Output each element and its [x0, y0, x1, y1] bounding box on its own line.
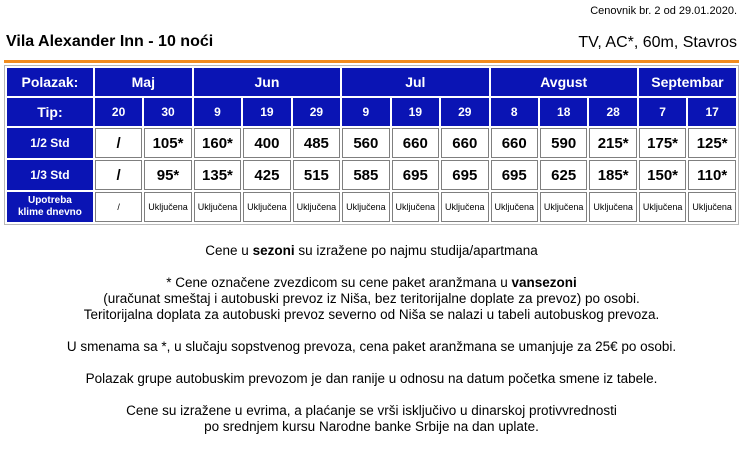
klima-cell: Uključena	[540, 192, 587, 222]
price-cell: 560	[342, 128, 389, 158]
table-row	[7, 128, 736, 158]
price-cell: 135*	[194, 160, 241, 190]
month-header: Jul	[342, 68, 488, 96]
orange-divider	[4, 60, 739, 63]
day-header: 18	[540, 98, 587, 126]
note-own-transport: U smenama sa *, u slučaju sopstvenog prevoza, cena paket aranžmana se umanjuje za 25€ po osobi.	[66, 339, 677, 354]
klima-cell: Uključena	[688, 192, 736, 222]
month-header: Avgust	[491, 68, 637, 96]
klima-cell: Uključena	[194, 192, 241, 222]
klima-cell: Uključena	[144, 192, 191, 222]
price-cell: 95*	[144, 160, 191, 190]
klima-cell: Uključena	[491, 192, 538, 222]
price-cell: 185*	[589, 160, 636, 190]
price-cell: 625	[540, 160, 587, 190]
day-header: 7	[639, 98, 686, 126]
price-cell: 175*	[639, 128, 686, 158]
type-label: Tip:	[7, 98, 93, 126]
klima-cell: Uključena	[639, 192, 686, 222]
price-cell: 695	[491, 160, 538, 190]
price-list-number: Cenovnik br. 2 od 29.01.2020.	[590, 5, 737, 17]
price-cell: 425	[243, 160, 290, 190]
price-cell: 585	[342, 160, 389, 190]
day-header: 17	[688, 98, 736, 126]
klima-cell: Uključena	[392, 192, 439, 222]
price-cell: 660	[392, 128, 439, 158]
note-currency-line2: po srednjem kursu Narodne banke Srbije na dan uplate.	[204, 419, 539, 434]
type-row	[7, 98, 736, 126]
klima-label-line2: klime dnevno	[17, 207, 82, 218]
klima-cell: Uključena	[441, 192, 488, 222]
price-cell: 590	[540, 128, 587, 158]
season-emphasis: sezoni	[252, 243, 295, 258]
departure-row	[7, 68, 736, 96]
price-cell: 400	[243, 128, 290, 158]
price-cell: 110*	[688, 160, 736, 190]
room-type-label: 1/2 Std	[7, 128, 93, 158]
klima-label-line1: Upotreba	[27, 195, 72, 206]
price-cell: /	[95, 128, 142, 158]
note-offseason: * Cene označene zvezdicom su cene paket aranžmana u vansezoni (uračunat smeštaj i autobuski prevoz iz Niša, bez teritorijalne doplate za prevoz) po osobi. Teritorijalna doplata za autobuski prevoz severno od Niša se nalazi u tabeli autobuskog prevoza.	[83, 275, 660, 322]
day-header: 29	[441, 98, 488, 126]
day-header: 28	[589, 98, 636, 126]
room-type-label: 1/3 Std	[7, 160, 93, 190]
price-cell: 215*	[589, 128, 636, 158]
klima-cell: Uključena	[243, 192, 290, 222]
price-table	[4, 65, 739, 225]
notes-section	[0, 243, 743, 451]
klima-row	[7, 192, 736, 222]
month-header: Septembar	[639, 68, 736, 96]
price-cell: /	[95, 160, 142, 190]
day-header: 29	[293, 98, 340, 126]
klima-cell: Uključena	[342, 192, 389, 222]
klima-cell: Uključena	[293, 192, 340, 222]
day-header: 8	[491, 98, 538, 126]
note-currency-line1: Cene su izražene u evrima, a plaćanje se vrši isključivo u dinarskoj protivvrednosti	[126, 403, 617, 418]
klima-label	[7, 192, 93, 222]
day-header: 30	[144, 98, 191, 126]
price-cell: 125*	[688, 128, 736, 158]
month-header: Maj	[95, 68, 192, 96]
month-header: Jun	[194, 68, 340, 96]
offseason-emphasis: vansezoni	[511, 275, 577, 290]
price-cell: 695	[392, 160, 439, 190]
price-cell: 160*	[194, 128, 241, 158]
table-row	[7, 160, 736, 190]
price-cell: 660	[441, 128, 488, 158]
day-header: 9	[342, 98, 389, 126]
price-cell: 695	[441, 160, 488, 190]
note-bus-departure: Polazak grupe autobuskim prevozom je dan ranije u odnosu na datum početka smene iz tabele.	[85, 371, 658, 386]
note-currency	[0, 403, 743, 435]
price-cell: 660	[491, 128, 538, 158]
note-season: Cene u sezoni su izražene po najmu studija/apartmana	[205, 243, 538, 258]
price-cell: 105*	[144, 128, 191, 158]
day-header: 9	[194, 98, 241, 126]
price-cell: 150*	[639, 160, 686, 190]
price-cell: 515	[293, 160, 340, 190]
klima-cell: /	[95, 192, 142, 222]
day-header: 19	[243, 98, 290, 126]
day-header: 20	[95, 98, 142, 126]
day-header: 19	[392, 98, 439, 126]
departure-label: Polazak:	[7, 68, 93, 96]
accommodation-info: TV, AC*, 60m, Stavros	[578, 34, 737, 51]
price-cell: 485	[293, 128, 340, 158]
klima-cell: Uključena	[589, 192, 636, 222]
note-offseason-line3: Teritorijalna doplata za autobuski prevoz severno od Niša se nalazi u tabeli autobuskog prevoza.	[83, 307, 660, 322]
page-title: Vila Alexander Inn - 10 noći	[6, 33, 214, 50]
note-offseason-line2: (uračunat smeštaj i autobuski prevoz iz Niša, bez teritorijalne doplate za prevoz) po osobi.	[103, 291, 640, 306]
